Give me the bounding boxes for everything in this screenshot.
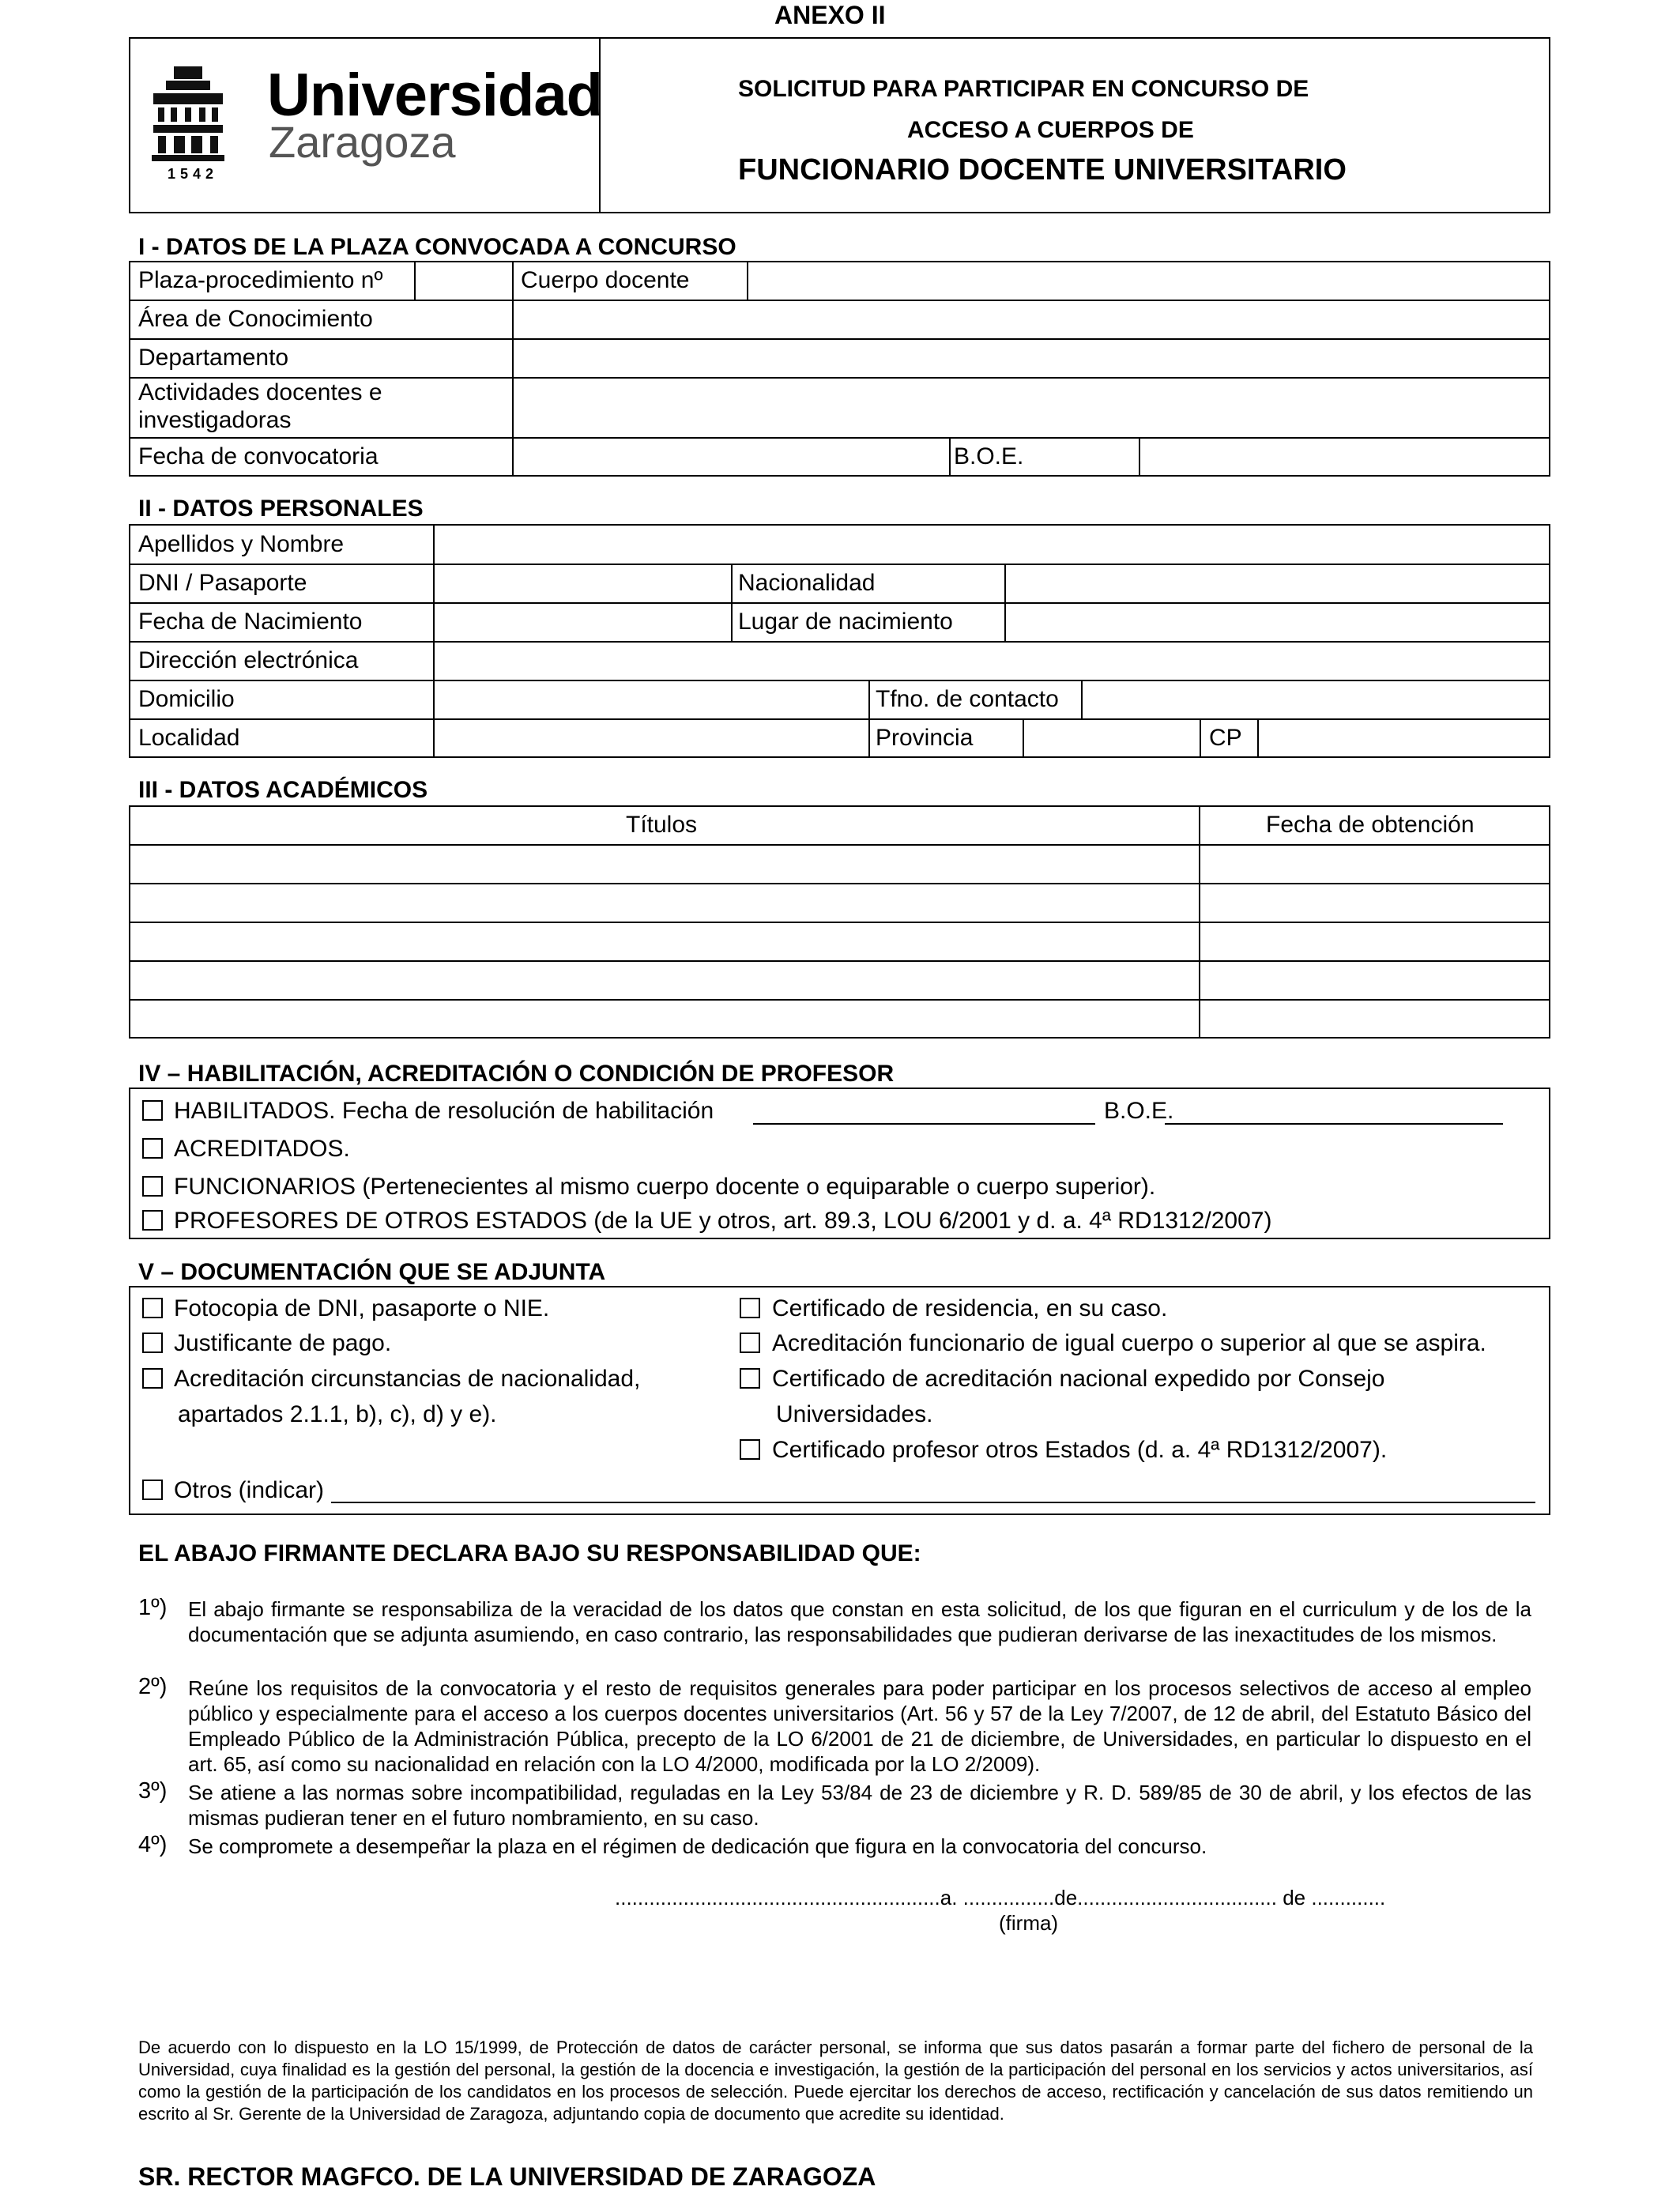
fecha-obtencion-header: Fecha de obtención: [1266, 812, 1475, 838]
declaration-title: EL ABAJO FIRMANTE DECLARA BAJO SU RESPONSABILIDAD QUE:: [138, 1540, 921, 1566]
localidad-input[interactable]: [435, 720, 867, 756]
otros-checkbox[interactable]: [142, 1480, 163, 1500]
fecha-row-2[interactable]: [1201, 884, 1549, 920]
titulo-row-4[interactable]: [130, 962, 1197, 997]
otros-label: Otros (indicar): [174, 1477, 325, 1503]
nacionalidad-doc-label-1: Acreditación circunstancias de nacionalidad,: [174, 1366, 641, 1392]
acreditados-label: ACREDITADOS.: [174, 1136, 350, 1162]
area-input[interactable]: [514, 301, 1549, 337]
acreditados-checkbox[interactable]: [142, 1138, 163, 1159]
header-line3: FUNCIONARIO DOCENTE UNIVERSITARIO: [738, 153, 1347, 187]
titulo-row-2[interactable]: [130, 884, 1197, 920]
telefono-label: Tfno. de contacto: [876, 686, 1059, 712]
fecha-nacimiento-input[interactable]: [435, 604, 729, 639]
habilitados-boe-label: B.O.E.: [1104, 1098, 1174, 1124]
titulo-row-5[interactable]: [130, 1001, 1197, 1037]
pago-checkbox[interactable]: [142, 1333, 163, 1353]
acreditacion-nacional-checkbox[interactable]: [740, 1368, 760, 1389]
localidad-label: Localidad: [138, 725, 240, 751]
clause-1-text: El abajo firmante se responsabiliza de la veracidad de los datos que constan en esta solicitud, de los que figuran en el curriculum y de los de la documentación que se adjunta asumiendo, en caso contrario, las responsabilidades que pudieran derivarse de las inexactitudes de los mismos.: [188, 1597, 1531, 1646]
fecha-row-4[interactable]: [1201, 962, 1549, 997]
logo-name: Universidad: [267, 62, 603, 129]
clause-1-number: 1º): [138, 1595, 168, 1620]
titulo-row-1[interactable]: [130, 846, 1197, 881]
provincia-label: Provincia: [876, 725, 974, 751]
fecha-nacimiento-label: Fecha de Nacimiento: [138, 609, 363, 635]
actividades-label-1: Actividades docentes e: [138, 379, 382, 405]
fecha-row-5[interactable]: [1201, 1001, 1549, 1037]
privacy-notice: De acuerdo con lo dispuesto en la LO 15/1999, de Protección de datos de carácter personal, se informa que sus datos pasarán a formar parte del fichero de personal de la Universidad, cuya finalidad es la gestión del personal, la gestión de la docencia e investigación, la gestión de la participación del personal en los servicios y actos universitarios, así como la gestión de la participación de los candidatos en los procesos de selección. Puede ejercitar los derechos de acceso, rectificación y cancelación de sus datos remitiendo un escrito al Sr. Gerente de la Universidad de Zaragoza, adjuntando copia de documento que acredite su identidad.: [138, 2038, 1533, 2124]
section1-title: I - DATOS DE LA PLAZA CONVOCADA A CONCURSO: [138, 234, 736, 260]
logo-city: Zaragoza: [269, 117, 456, 167]
clause-2-number: 2º): [138, 1674, 168, 1699]
plaza-input[interactable]: [416, 262, 510, 298]
boe-label: B.O.E.: [954, 443, 1024, 469]
otros-line[interactable]: [331, 1502, 1535, 1503]
domicilio-label: Domicilio: [138, 686, 235, 712]
nacionalidad-doc-label-2: apartados 2.1.1, b), c), d) y e).: [178, 1401, 497, 1427]
funcionarios-checkbox[interactable]: [142, 1176, 163, 1197]
departamento-label: Departamento: [138, 345, 289, 371]
boe-input[interactable]: [1141, 439, 1549, 475]
funcionario-cert-checkbox[interactable]: [740, 1333, 760, 1353]
lugar-nacimiento-label: Lugar de nacimiento: [738, 609, 953, 635]
fecha-row-1[interactable]: [1201, 846, 1549, 881]
nacionalidad-doc-checkbox[interactable]: [142, 1368, 163, 1389]
actividades-label-2: investigadoras: [138, 407, 292, 433]
area-label: Área de Conocimiento: [138, 306, 373, 332]
clause-3-number: 3º): [138, 1778, 168, 1804]
dni-input[interactable]: [435, 565, 729, 601]
lugar-nacimiento-input[interactable]: [1007, 604, 1549, 639]
telefono-input[interactable]: [1083, 681, 1549, 717]
cp-input[interactable]: [1260, 720, 1549, 756]
dni-copy-checkbox[interactable]: [142, 1298, 163, 1318]
funcionario-cert-label: Acreditación funcionario de igual cuerpo o superior al que se aspira.: [772, 1330, 1486, 1356]
fecha-convocatoria-input[interactable]: [514, 439, 947, 475]
email-label: Dirección electrónica: [138, 647, 359, 673]
profesor-otros-estados-label: Certificado profesor otros Estados (d. a. 4ª RD1312/2007).: [772, 1437, 1388, 1463]
clause-4-text: Se compromete a desempeñar la plaza en el régimen de dedicación que figura en la convocatoria del concurso.: [188, 1834, 1207, 1858]
clause-3-text: Se atiene a las normas sobre incompatibilidad, reguladas en la Ley 53/84 de 23 de diciembre y R. D. 589/85 de 30 de abril, y los efectos de las mismas pudieran tener en el futuro nombramiento, en su caso.: [188, 1781, 1531, 1830]
section3-title: III - DATOS ACADÉMICOS: [138, 777, 428, 803]
place-date-line[interactable]: .........................................................a. ................de................................... de .............: [615, 1886, 1386, 1909]
otros-estados-label: PROFESORES DE OTROS ESTADOS (de la UE y otros, art. 89.3, LOU 6/2001 y d. a. 4ª RD1312/2007): [174, 1208, 1272, 1234]
funcionarios-label: FUNCIONARIOS (Pertenecientes al mismo cuerpo docente o equiparable o cuerpo superior).: [174, 1174, 1156, 1200]
residencia-label: Certificado de residencia, en su caso.: [772, 1295, 1168, 1321]
titulo-row-3[interactable]: [130, 923, 1197, 959]
acreditacion-nacional-label-2: Universidades.: [776, 1401, 933, 1427]
annex-title: ANEXO II: [774, 1, 886, 29]
domicilio-input[interactable]: [435, 681, 867, 717]
dni-label: DNI / Pasaporte: [138, 570, 307, 596]
fecha-convocatoria-label: Fecha de convocatoria: [138, 443, 379, 469]
apellidos-label: Apellidos y Nombre: [138, 531, 345, 557]
habilitados-label: HABILITADOS. Fecha de resolución de habilitación: [174, 1098, 714, 1124]
nacionalidad-input[interactable]: [1007, 565, 1549, 601]
habilitacion-boe-line[interactable]: [1165, 1123, 1503, 1125]
email-input[interactable]: [435, 643, 1549, 678]
header-line1: SOLICITUD PARA PARTICIPAR EN CONCURSO DE: [738, 76, 1309, 102]
cuerpo-label: Cuerpo docente: [521, 267, 690, 293]
fecha-row-3[interactable]: [1201, 923, 1549, 959]
clause-4-number: 4º): [138, 1832, 168, 1857]
habilitacion-date-line[interactable]: [753, 1123, 1095, 1125]
section5-title: V – DOCUMENTACIÓN QUE SE ADJUNTA: [138, 1259, 606, 1285]
cuerpo-input[interactable]: [749, 262, 1549, 298]
signature-label: (firma): [999, 1911, 1059, 1935]
dni-copy-label: Fotocopia de DNI, pasaporte o NIE.: [174, 1295, 550, 1321]
profesor-otros-estados-checkbox[interactable]: [740, 1439, 760, 1460]
university-logo: [150, 62, 603, 190]
section2-title: II - DATOS PERSONALES: [138, 496, 424, 522]
pago-label: Justificante de pago.: [174, 1330, 392, 1356]
provincia-input[interactable]: [1025, 720, 1198, 756]
residencia-checkbox[interactable]: [740, 1298, 760, 1318]
apellidos-input[interactable]: [435, 526, 1549, 562]
habilitados-checkbox[interactable]: [142, 1100, 163, 1121]
header-line2: ACCESO A CUERPOS DE: [907, 117, 1194, 143]
addressee: SR. RECTOR MAGFCO. DE LA UNIVERSIDAD DE ZARAGOZA: [138, 2162, 876, 2191]
departamento-input[interactable]: [514, 340, 1549, 375]
titulos-header: Títulos: [626, 812, 698, 838]
logo-year: 1542: [168, 166, 219, 182]
cp-label: CP: [1209, 725, 1242, 751]
nacionalidad-label: Nacionalidad: [738, 570, 876, 596]
plaza-label: Plaza-procedimiento nº: [138, 267, 383, 293]
acreditacion-nacional-label-1: Certificado de acreditación nacional expedido por Consejo: [772, 1366, 1385, 1392]
actividades-input[interactable]: [514, 379, 1549, 435]
otros-estados-checkbox[interactable]: [142, 1210, 163, 1231]
clause-2-text: Reúne los requisitos de la convocatoria y el resto de requisitos generales para poder participar en los procesos selectivos de acceso al empleo público y especialmente para el acceso a los cuerpos docentes universitarios (Art. 56 y 57 de la Ley 7/2007, de 12 de abril, del Estatuto Básico del Empleado Público de la Administración Pública, precepto de la LO 6/2001 de 21 de diciembre, de Universidades, en particular lo dispuesto en el art. 65, así como su nacionalidad en relación con la LO 4/2000, modificada por la LO 2/2009).: [188, 1676, 1531, 1776]
section4-title: IV – HABILITACIÓN, ACREDITACIÓN O CONDICIÓN DE PROFESOR: [138, 1061, 895, 1087]
university-crest-icon: [150, 63, 226, 182]
